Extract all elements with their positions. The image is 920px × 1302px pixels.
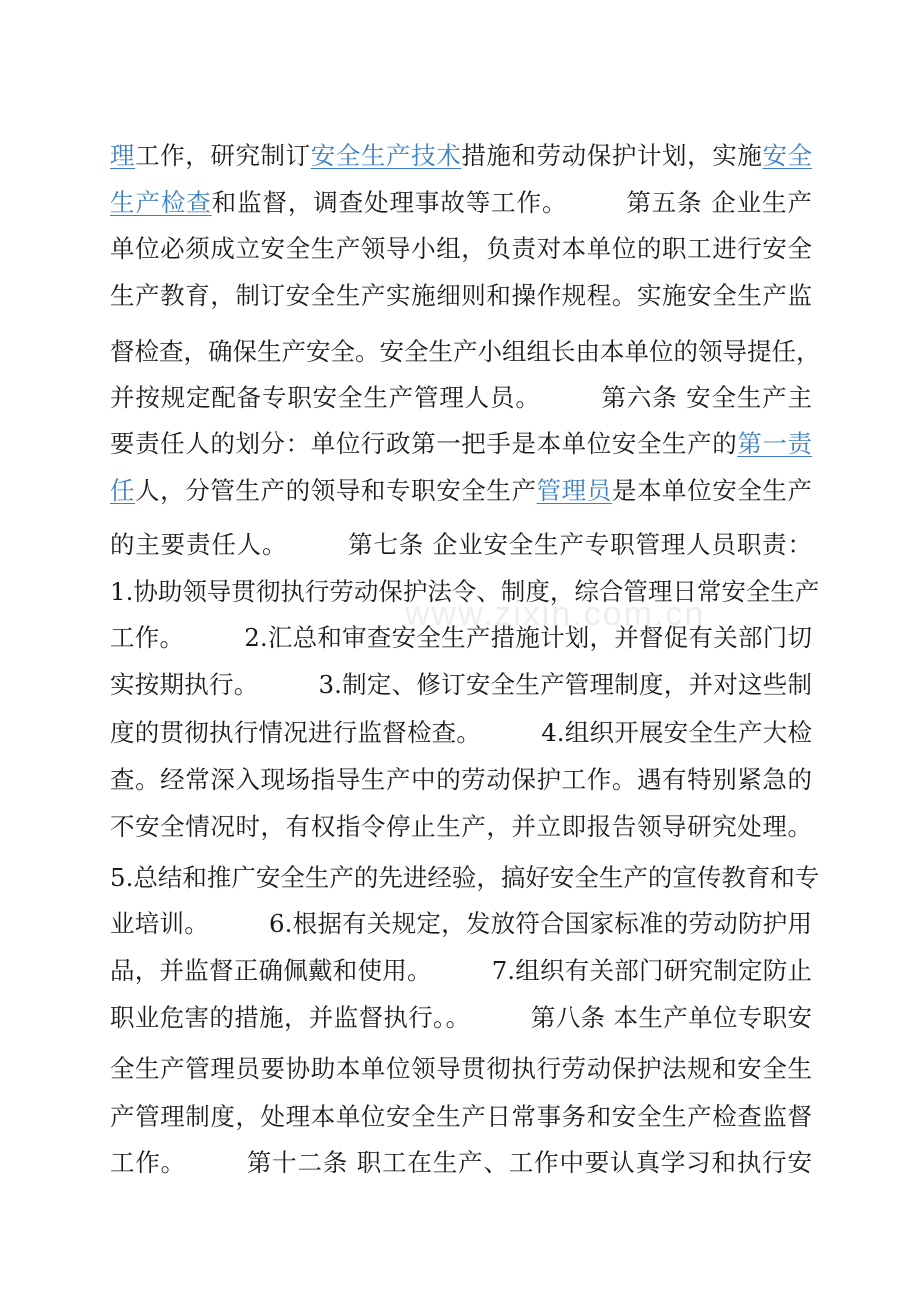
- text-line: [110, 710, 812, 756]
- text-line: 生产教育，制订安全生产实施细则和操作规程。实施安全生产监: [110, 281, 812, 310]
- text-line: 查。经常深入现场指导生产中的劳动保护工作。遇有特别紧急的: [110, 765, 812, 794]
- text-line: 不安全情况时，有权指令停止生产，并立即报告领导研究处理。: [110, 812, 812, 841]
- text-span: 品，并监督正确佩戴和使用。: [110, 956, 432, 985]
- text-span: 职业危害的措施，并监督执行。。: [110, 1003, 471, 1032]
- text-span: 工作。: [110, 623, 185, 652]
- text-line: [110, 180, 812, 226]
- text-line: [110, 901, 812, 947]
- text-span: 工作。: [110, 1148, 187, 1177]
- text-span: 的主要责任人。: [110, 530, 288, 559]
- text-line: [110, 615, 812, 661]
- link-first-responsible-part1[interactable]: 第一责: [737, 429, 812, 458]
- watermark: www.zixin.com.cn: [405, 595, 706, 633]
- text-span: 6.根据有关规定，发放符合国家标准的劳动防护用: [268, 909, 813, 938]
- article-6-heading: 第六条 安全生产主: [600, 383, 813, 412]
- text-line: 1.协助领导贯彻执行劳动保护法令、制度，综合管理日常安全生产: [110, 577, 820, 606]
- article-5-heading: 第五条 企业生产: [625, 188, 813, 217]
- text-line: [110, 421, 812, 467]
- text-span: 并按规定配备专职安全生产管理人员。: [110, 383, 541, 412]
- link-safety-technology[interactable]: 安全生产技术: [310, 141, 462, 170]
- article-7-heading: 第七条 企业安全生产专职管理人员职责：: [347, 530, 812, 559]
- text-span: 工作，研究制订: [135, 141, 311, 170]
- text-line: [110, 995, 812, 1041]
- text-line: [110, 662, 812, 708]
- text-line: 督检查，确保生产安全。安全生产小组组长由本单位的领导提任，: [110, 337, 821, 366]
- text-line: [110, 522, 812, 568]
- text-span: 实按期执行。: [110, 670, 259, 699]
- link-safety-inspection-part1[interactable]: 安全: [762, 141, 813, 170]
- text-line: [110, 948, 812, 994]
- link-first-responsible-part2[interactable]: 任: [110, 476, 136, 505]
- text-span: 7.组织有关部门研究制定防止: [491, 956, 813, 985]
- text-line: 5.总结和推广安全生产的先进经验，搞好安全生产的宣传教育和专: [110, 863, 820, 892]
- text-span: 2.汇总和审查安全生产措施计划，并督促有关部门切: [244, 623, 813, 652]
- text-span: 要责任人的划分：单位行政第一把手是本单位安全生产的: [110, 429, 738, 458]
- text-line: [110, 375, 812, 421]
- text-line: 产管理制度，处理本单位安全生产日常事务和安全生产检查监督: [110, 1102, 812, 1131]
- text-span: 业培训。: [110, 909, 209, 938]
- link-administrator[interactable]: 管理员: [536, 476, 612, 505]
- text-span: 人，分管生产的领导和专职安全生产: [135, 476, 537, 505]
- text-line: [110, 468, 812, 514]
- link-safety-inspection-part2[interactable]: 生产检查: [110, 188, 212, 217]
- text-span: 措施和劳动保护计划，实施: [461, 141, 763, 170]
- article-8-heading: 第八条 本生产单位专职安: [530, 1003, 813, 1032]
- text-span: 是本单位安全生产: [611, 476, 813, 505]
- text-line: [110, 133, 812, 179]
- text-span: 和监督，调查处理事故等工作。: [211, 188, 568, 217]
- text-line: 单位必须成立安全生产领导小组，负责对本单位的职工进行安全: [110, 234, 812, 263]
- article-12-heading: 第十二条 职工在生产、工作中要认真学习和执行安: [246, 1148, 812, 1177]
- link-guanli-fragment[interactable]: 理: [110, 141, 136, 170]
- text-line: [110, 1140, 812, 1186]
- text-span: 度的贯彻执行情况进行监督检查。: [110, 718, 482, 747]
- text-span: 3.制定、修订安全生产管理制度，并对这些制: [318, 670, 813, 699]
- text-line: 全生产管理员要协助本单位领导贯彻执行劳动保护法规和安全生: [110, 1054, 812, 1083]
- text-span: 4.组织开展安全生产大检: [541, 718, 813, 747]
